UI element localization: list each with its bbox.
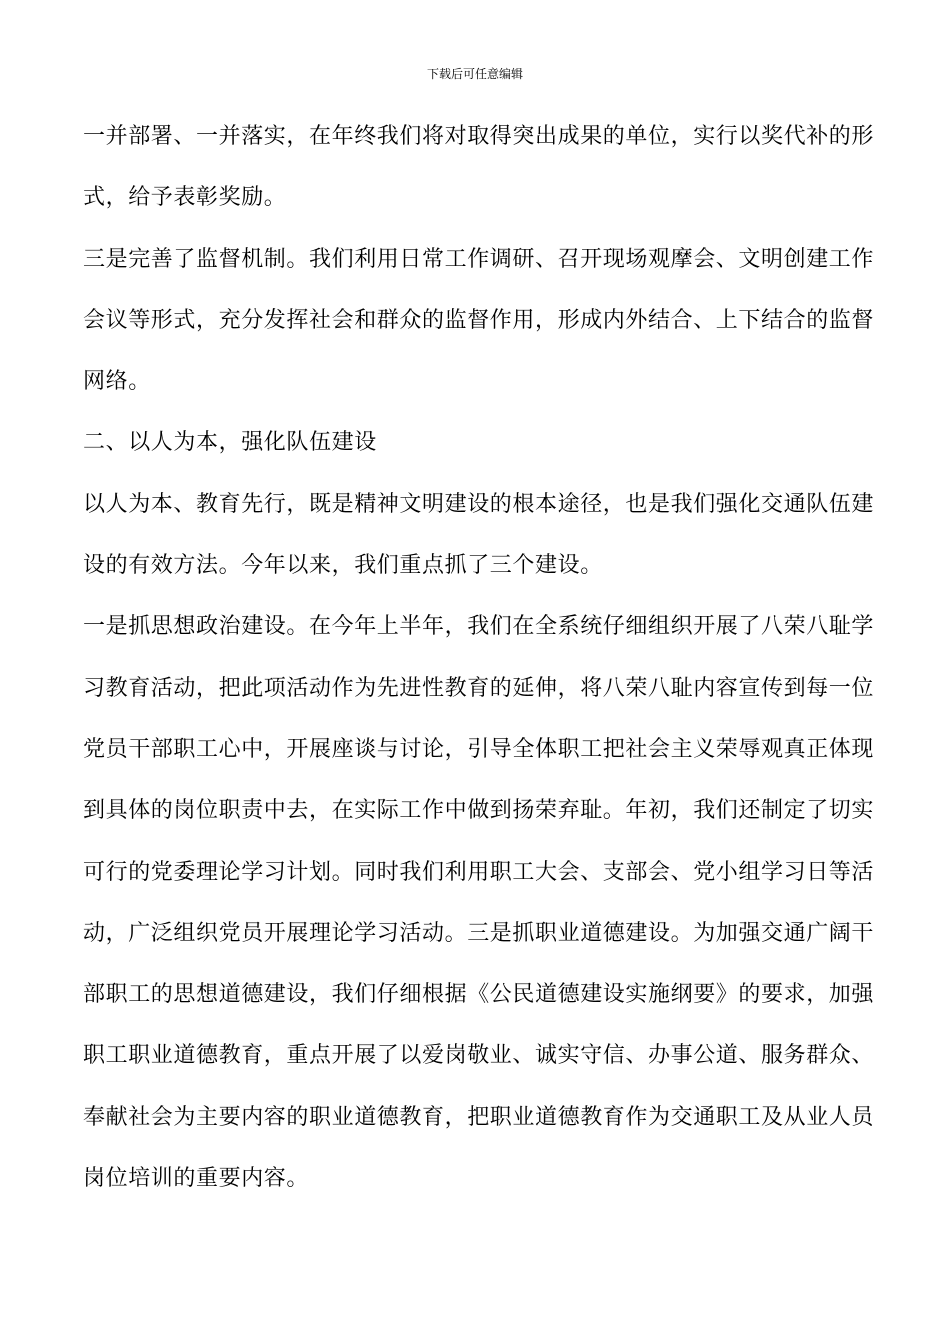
text-line: 一是抓思想政治建设。在今年上半年，我们在全系统仔细组织开展了八荣八耻学: [83, 614, 875, 640]
text-line: 三是完善了监督机制。我们利用日常工作调研、召开现场观摩会、文明创建工作: [83, 246, 875, 272]
text-line: 部职工的思想道德建设，我们仔细根据《公民道德建设实施纲要》的要求，加强: [83, 982, 875, 1008]
text-line: 奉献社会为主要内容的职业道德教育，把职业道德教育作为交通职工及从业人员: [83, 1104, 875, 1130]
section-heading: 二、以人为本，强化队伍建设: [83, 430, 377, 456]
text-line: 以人为本、教育先行，既是精神文明建设的根本途径，也是我们强化交通队伍建: [83, 491, 875, 517]
text-line: 设的有效方法。今年以来，我们重点抓了三个建设。: [83, 553, 603, 579]
text-line: 到具体的岗位职责中去，在实际工作中做到扬荣弃耻。年初，我们还制定了切实: [83, 798, 875, 824]
text-line: 岗位培训的重要内容。: [83, 1166, 310, 1192]
text-line: 网络。: [83, 369, 151, 395]
text-line: 式，给予表彰奖励。: [83, 185, 287, 211]
text-line: 职工职业道德教育，重点开展了以爱岗敬业、诚实守信、办事公道、服务群众、: [83, 1043, 875, 1069]
document-body: [83, 106, 873, 1209]
text-line: 习教育活动，把此项活动作为先进性教育的延伸，将八荣八耻内容宣传到每一位: [83, 675, 875, 701]
text-line: 一并部署、一并落实，在年终我们将对取得突出成果的单位，实行以奖代补的形: [83, 124, 875, 149]
page-header: 下载后可任意编辑: [426, 67, 523, 81]
text-line: 可行的党委理论学习计划。同时我们利用职工大会、支部会、党小组学习日等活: [83, 859, 875, 885]
text-line: 动，广泛组织党员开展理论学习活动。三是抓职业道德建设。为加强交通广阔干: [83, 920, 875, 946]
text-line: 党员干部职工心中，开展座谈与讨论，引导全体职工把社会主义荣辱观真正体现: [83, 736, 875, 762]
text-line: 会议等形式，充分发挥社会和群众的监督作用，形成内外结合、上下结合的监督: [83, 307, 875, 333]
